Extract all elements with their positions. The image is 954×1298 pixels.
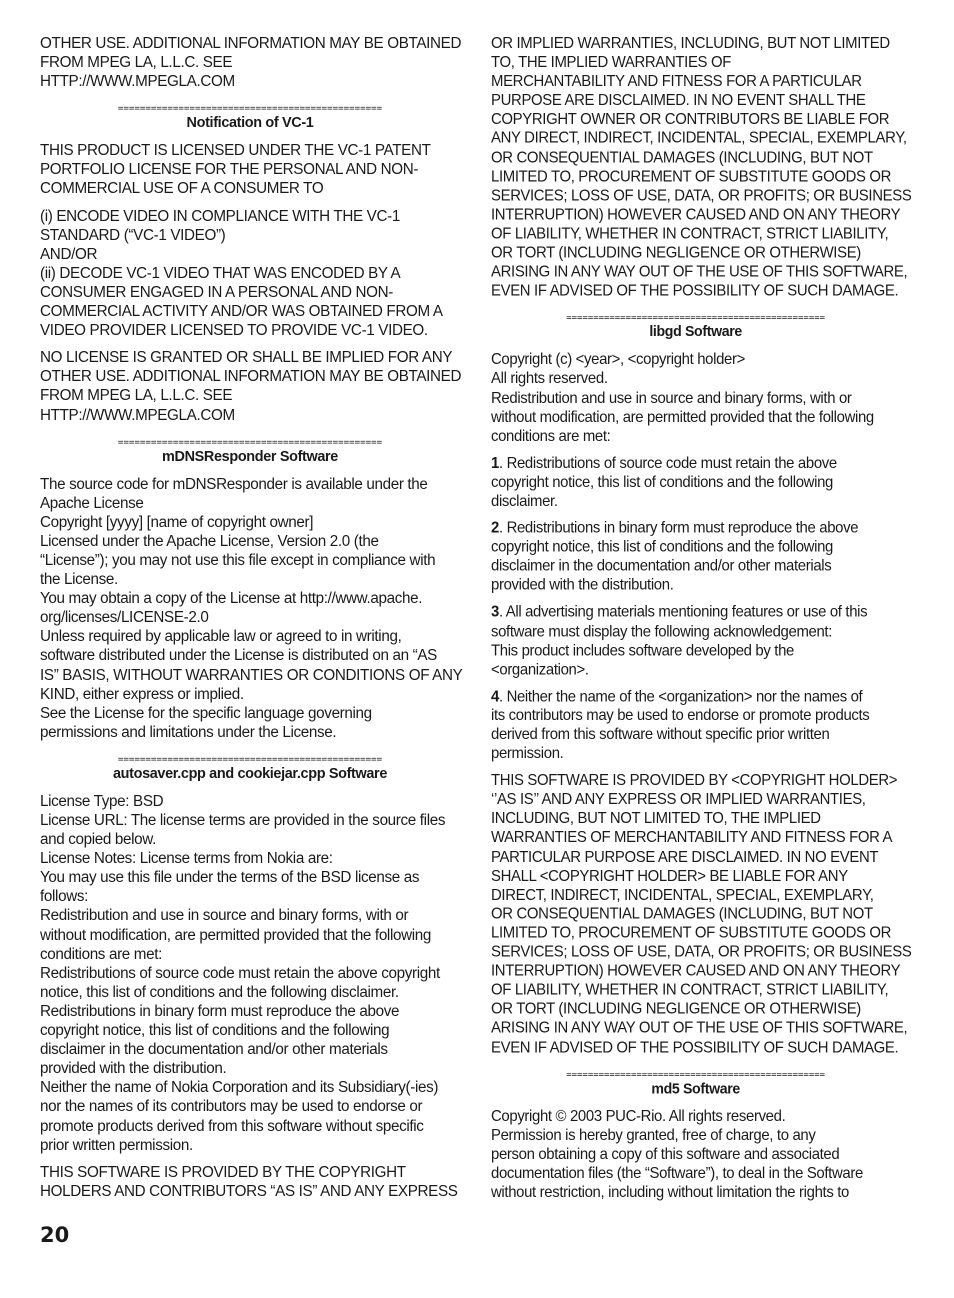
text-line: OR CONSEQUENTIAL DAMAGES (INCLUDING, BUT NOT — [491, 905, 873, 923]
text-line: SHALL <COPYRIGHT HOLDER> BE LIABLE FOR ANY — [491, 867, 848, 885]
text-line: The source code for mDNSResponder is available under the — [40, 475, 428, 493]
text-line: Redistribution and use in source and binary forms, with or — [491, 389, 852, 407]
section-separator: ================================================ — [566, 312, 826, 324]
paragraph — [491, 34, 912, 301]
section-separator: ================================================ — [566, 1068, 826, 1080]
text-line: You may use this file under the terms of the BSD license as — [40, 869, 420, 887]
clause-text: . Redistributions in binary form must reproduce the above — [498, 519, 859, 537]
left-column — [40, 34, 463, 1209]
text-line — [491, 519, 900, 538]
text-line: permission. — [491, 745, 564, 763]
text-line: notice, this list of conditions and the following disclaimer. — [40, 983, 399, 1001]
text-line: KIND, either express or implied. — [40, 685, 244, 703]
text-line: without modification, are permitted provided that the following — [40, 926, 432, 944]
text-line: conditions are met: — [491, 427, 611, 445]
text-line: without restriction, including without limitation the rights to — [491, 1184, 849, 1201]
clause-text: . Neither the name of the <organization> nor the names of — [498, 688, 863, 706]
text-line — [491, 454, 900, 473]
text-line: the License. — [40, 571, 118, 589]
text-line: software must display the following acknowledgement: — [491, 623, 833, 640]
text-line: License Notes: License terms from Nokia are: — [40, 850, 333, 868]
text-line — [491, 603, 900, 622]
text-line: <organization>. — [491, 661, 589, 679]
text-line: software distributed under the License is distributed on an “AS — [40, 647, 437, 665]
text-line: disclaimer in the documentation and/or other materials — [40, 1041, 388, 1059]
text-line: prior written permission. — [40, 1136, 193, 1154]
text-line: copyright notice, this list of conditions and the following — [40, 1022, 390, 1040]
text-line: documentation files (the “Software”), to deal in the Software — [491, 1164, 863, 1182]
paragraph — [491, 603, 900, 679]
text-line — [491, 687, 900, 706]
text-line: Permission is hereby granted, free of charge, to any — [491, 1126, 816, 1144]
text-line: PORTFOLIO LICENSE FOR THE PERSONAL AND NON- — [40, 161, 419, 179]
text-line: ARISING IN ANY WAY OUT OF THE USE OF THIS SOFTWARE, — [491, 1019, 908, 1037]
text-line: SERVICES; LOSS OF USE, DATA, OR PROFITS; OR BUSINESS — [491, 943, 912, 961]
text-line: License Type: BSD — [40, 792, 164, 810]
text-line: OF LIABILITY, WHETHER IN CONTRACT, STRICT LIABILITY, — [491, 981, 889, 999]
text-line: THIS SOFTWARE IS PROVIDED BY <COPYRIGHT HOLDER> — [491, 772, 898, 790]
text-line: nor the names of its contributors may be used to endorse or — [40, 1098, 423, 1116]
text-line: Apache License — [40, 494, 144, 512]
text-line: derived from this software without specific prior written — [491, 726, 830, 744]
paragraph — [40, 141, 460, 198]
text-line: promote products derived from this software without specific — [40, 1117, 424, 1135]
text-line: INTERRUPTION) HOWEVER CAUSED AND ON ANY THEORY — [491, 962, 901, 980]
section-heading: autosaver.cpp and cookiejar.cpp Software — [112, 765, 387, 782]
text-line: LIMITED TO, PROCUREMENT OF SUBSTITUTE GOODS OR — [491, 924, 892, 942]
text-line: Redistributions of source code must retain the above copyright — [40, 964, 440, 982]
text-line: its contributors may be used to endorse or promote products — [491, 707, 870, 725]
text-line: HTTP://WWW.MPEGLA.COM — [40, 406, 235, 424]
text-line: follows: — [40, 888, 88, 906]
text-line: License URL: The license terms are provided in the source files — [40, 812, 446, 829]
paragraph — [491, 1107, 900, 1202]
text-line: without modification, are permitted provided that the following — [491, 408, 874, 426]
paragraph — [491, 454, 900, 511]
text-line: TO, THE IMPLIED WARRANTIES OF — [491, 54, 731, 71]
section-heading: libgd Software — [649, 324, 742, 341]
text-line: COMMERCIAL ACTIVITY AND/OR WAS OBTAINED FROM A — [40, 303, 443, 321]
text-line: CONSUMER ENGAGED IN A PERSONAL AND NON- — [40, 283, 394, 301]
section-separator: ================================================ — [117, 436, 383, 448]
text-line: ARISING IN ANY WAY OUT OF THE USE OF THIS SOFTWARE, — [491, 263, 908, 281]
text-line: EVEN IF ADVISED OF THE POSSIBILITY OF SUCH DAMAGE. — [491, 282, 899, 300]
text-line: Neither the name of Nokia Corporation and its Subsidiary(-ies) — [40, 1079, 439, 1097]
text-line: org/licenses/LICENSE-2.0 — [40, 609, 209, 627]
paragraph — [40, 348, 460, 424]
clause-number: 2 — [491, 519, 499, 537]
text-line: FROM MPEG LA, L.L.C. SEE — [40, 387, 233, 405]
clause-text: . All advertising materials mentioning features or use of this — [498, 603, 868, 621]
clause-number: 1 — [491, 454, 499, 472]
section-heading: mDNSResponder Software — [162, 448, 338, 465]
clause-number: 3 — [491, 603, 499, 621]
text-line: OR CONSEQUENTIAL DAMAGES (INCLUDING, BUT NOT — [491, 149, 873, 167]
section-separator: ================================================ — [117, 753, 383, 765]
text-line: ANY DIRECT, INDIRECT, INCIDENTAL, SPECIAL, EXEMPLARY, — [491, 130, 907, 148]
text-line: Redistributions in binary form must reproduce the above — [40, 1002, 400, 1020]
text-line: DIRECT, INDIRECT, INCIDENTAL, SPECIAL, EXEMPLARY, — [491, 886, 874, 904]
text-line: IS” BASIS, WITHOUT WARRANTIES OR CONDITIONS OF ANY — [40, 666, 463, 684]
text-line: LIMITED TO, PROCUREMENT OF SUBSTITUTE GOODS OR — [491, 168, 892, 186]
text-line: COPYRIGHT OWNER OR CONTRIBUTORS BE LIABLE FOR — [491, 111, 890, 129]
text-line: OF LIABILITY, WHETHER IN CONTRACT, STRICT LIABILITY, — [491, 225, 889, 243]
text-line: COMMERCIAL USE OF A CONSUMER TO — [40, 180, 324, 198]
text-line: Copyright [yyyy] [name of copyright owner] — [40, 513, 314, 531]
text-line: AND/OR — [40, 245, 98, 263]
text-line: You may obtain a copy of the License at http://www.apache. — [40, 590, 423, 608]
text-line: HOLDERS AND CONTRIBUTORS “AS IS” AND ANY EXPRESS — [40, 1182, 458, 1200]
paragraph — [491, 687, 900, 763]
text-line: MERCHANTABILITY AND FITNESS FOR A PARTICULAR — [491, 73, 862, 91]
text-line: provided with the distribution. — [491, 576, 674, 594]
section-heading: Notification of VC-1 — [186, 115, 314, 132]
page-number: 20 — [40, 1223, 70, 1247]
right-column — [491, 34, 912, 1210]
paragraph — [40, 1163, 460, 1201]
text-line: FROM MPEG LA, L.L.C. SEE — [40, 54, 233, 72]
text-line: THIS PRODUCT IS LICENSED UNDER THE VC-1 PATENT — [40, 142, 431, 160]
text-line: INCLUDING, BUT NOT LIMITED TO, THE IMPLIED — [491, 810, 821, 828]
text-line: conditions are met: — [40, 945, 163, 963]
text-line: VIDEO PROVIDER LICENSED TO PROVIDE VC-1 VIDEO. — [40, 322, 428, 340]
text-line: All rights reserved. — [491, 370, 608, 388]
text-line: INTERRUPTION) HOWEVER CAUSED AND ON ANY THEORY — [491, 206, 901, 224]
text-line: STANDARD (“VC-1 VIDEO”) — [40, 226, 226, 244]
text-line: Redistribution and use in source and binary forms, with or — [40, 907, 409, 925]
text-line: OR TORT (INCLUDING NEGLIGENCE OR OTHERWISE) — [491, 244, 861, 262]
paragraph — [491, 351, 900, 446]
paragraph — [40, 34, 460, 91]
section-heading: md5 Software — [651, 1080, 740, 1097]
text-line: OTHER USE. ADDITIONAL INFORMATION MAY BE OBTAINED — [40, 35, 462, 52]
text-line: Copyright © 2003 PUC-Rio. All rights reserved. — [491, 1107, 786, 1125]
text-line: OR IMPLIED WARRANTIES, INCLUDING, BUT NOT LIMITED — [491, 34, 890, 52]
text-line: EVEN IF ADVISED OF THE POSSIBILITY OF SUCH DAMAGE. — [491, 1038, 899, 1056]
text-line: “License”); you may not use this file except in compliance with — [40, 551, 436, 569]
text-line: person obtaining a copy of this software and associated — [491, 1145, 840, 1163]
paragraph — [40, 207, 460, 341]
clause-text: . Redistributions of source code must retain the above — [498, 454, 837, 472]
text-line: copyright notice, this list of conditions and the following — [491, 473, 833, 491]
text-line: OTHER USE. ADDITIONAL INFORMATION MAY BE OBTAINED — [40, 368, 462, 386]
text-line: PURPOSE ARE DISCLAIMED. IN NO EVENT SHALL THE — [491, 92, 866, 110]
text-line: provided with the distribution. — [40, 1060, 227, 1078]
section-separator: ================================================ — [117, 103, 383, 115]
paragraph — [40, 792, 460, 1155]
text-line: THIS SOFTWARE IS PROVIDED BY THE COPYRIGHT — [40, 1163, 406, 1181]
text-line: NO LICENSE IS GRANTED OR SHALL BE IMPLIED FOR ANY — [40, 349, 453, 367]
text-line: OR TORT (INCLUDING NEGLIGENCE OR OTHERWISE) — [491, 1000, 861, 1018]
text-line: permissions and limitations under the License. — [40, 723, 337, 741]
text-line: and copied below. — [40, 831, 156, 849]
text-line: copyright notice, this list of conditions and the following — [491, 538, 833, 556]
clause-number: 4 — [491, 688, 499, 706]
paragraph — [40, 475, 463, 742]
text-line: ‘’AS IS’’ AND ANY EXPRESS OR IMPLIED WARRANTIES, — [491, 791, 866, 809]
paragraph — [491, 519, 900, 595]
text-line: (i) ENCODE VIDEO IN COMPLIANCE WITH THE VC-1 — [40, 207, 400, 225]
text-line: Copyright (c) <year>, <copyright holder> — [491, 351, 745, 369]
paragraph — [491, 771, 912, 1057]
text-line: This product includes software developed by the — [491, 642, 795, 660]
text-line: SERVICES; LOSS OF USE, DATA, OR PROFITS; OR BUSINESS — [491, 187, 912, 205]
text-line: HTTP://WWW.MPEGLA.COM — [40, 73, 235, 91]
text-line: See the License for the specific language governing — [40, 704, 372, 722]
text-line: disclaimer. — [491, 492, 558, 510]
text-line: (ii) DECODE VC-1 VIDEO THAT WAS ENCODED BY A — [40, 264, 401, 282]
text-line: PARTICULAR PURPOSE ARE DISCLAIMED. IN NO EVENT — [491, 848, 879, 866]
text-line: WARRANTIES OF MERCHANTABILITY AND FITNESS FOR A — [491, 829, 893, 847]
text-line: Licensed under the Apache License, Version 2.0 (the — [40, 532, 379, 550]
text-line: Unless required by applicable law or agreed to in writing, — [40, 628, 402, 646]
text-line: disclaimer in the documentation and/or other materials — [491, 557, 832, 575]
